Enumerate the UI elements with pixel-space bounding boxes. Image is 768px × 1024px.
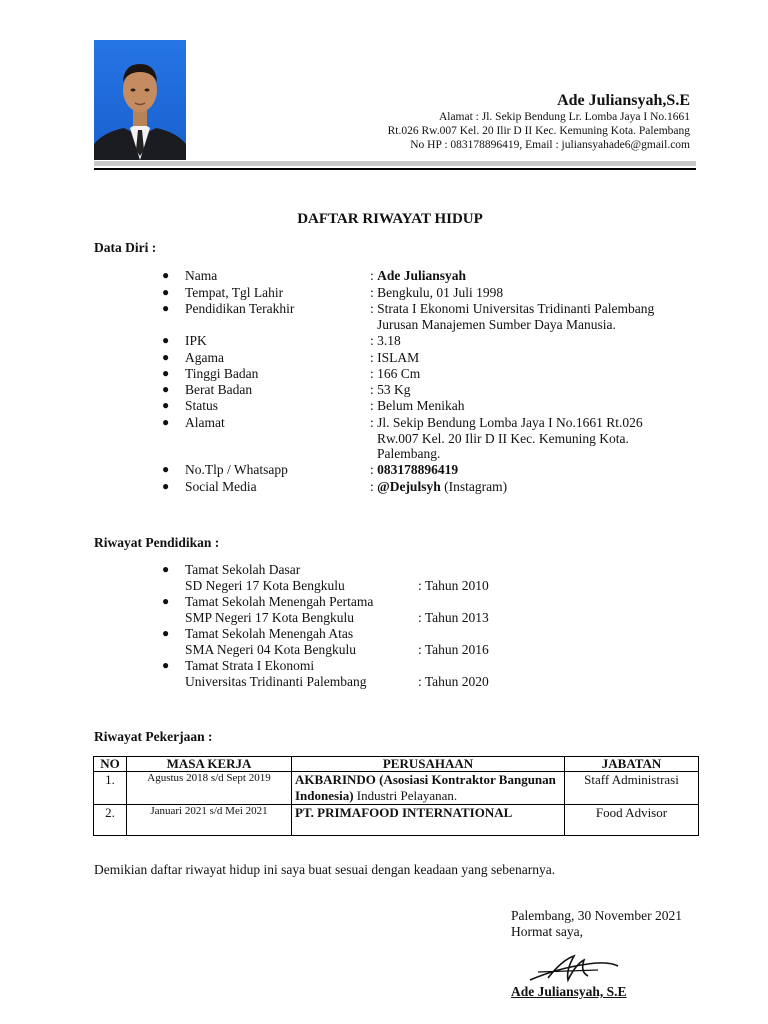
column-header-masa-kerja: MASA KERJA [127, 757, 292, 772]
header-contact: No HP : 083178896419, Email : juliansyahade6@gmail.com [410, 139, 690, 151]
signature-name: Ade Juliansyah, S.E [511, 984, 627, 999]
bullet: ● [162, 333, 170, 347]
edu-level: Tamat Sekolah Menengah Atas [185, 626, 354, 641]
edu-school: Universitas Tridinanti Palembang [185, 674, 367, 689]
edu-year: : Tahun 2010 [418, 578, 489, 593]
document-title: DAFTAR RIWAYAT HIDUP [297, 211, 483, 227]
field-label: IPK [185, 333, 207, 348]
field-value: : Bengkulu, 01 Juli 1998 [370, 285, 504, 300]
edu-level: Tamat Sekolah Menengah Pertama [185, 594, 374, 609]
field-value: : ISLAM [370, 350, 420, 365]
cell-masa: Januari 2021 s/d Mei 2021 [127, 805, 292, 836]
table-row [94, 805, 699, 836]
bullet: ● [162, 479, 170, 493]
bullet: ● [162, 562, 170, 576]
edu-school: SMP Negeri 17 Kota Bengkulu [185, 610, 354, 625]
bullet: ● [162, 626, 170, 640]
bullet: ● [162, 366, 170, 380]
bullet: ● [162, 658, 170, 672]
data-diri-heading: Data Diri : [94, 240, 157, 255]
cell-no: 1. [94, 772, 127, 805]
cell-perusahaan: PT. PRIMAFOOD INTERNATIONAL [292, 805, 565, 836]
bullet: ● [162, 594, 170, 608]
cell-jabatan: Food Advisor [565, 805, 699, 836]
header-rule-gray [94, 161, 696, 166]
job-table [93, 756, 699, 836]
field-label: Pendidikan Terakhir [185, 301, 295, 316]
header-address-line1: Alamat : Jl. Sekip Bendung Lr. Lomba Jaya I No.1661 [438, 111, 690, 123]
bullet: ● [162, 382, 170, 396]
field-label: Social Media [185, 479, 257, 494]
field-value-social: : @Dejulsyh (Instagram) [370, 479, 508, 494]
field-label: Berat Badan [185, 382, 253, 397]
header-rule-black [94, 168, 696, 170]
field-label: Nama [185, 268, 218, 283]
cell-no: 2. [94, 805, 127, 836]
edu-school: SD Negeri 17 Kota Bengkulu [185, 578, 345, 593]
pendidikan-heading: Riwayat Pendidikan : [94, 535, 220, 550]
closing-statement: Demikian daftar riwayat hidup ini saya buat sesuai dengan keadaan yang sebenarnya. [94, 862, 556, 877]
field-value-nama: : Ade Juliansyah [370, 268, 467, 283]
column-header-jabatan: JABATAN [565, 757, 699, 772]
header-name: Ade Juliansyah,S.E [557, 92, 690, 109]
edu-year: : Tahun 2016 [418, 642, 489, 657]
field-value: : 53 Kg [370, 382, 411, 397]
field-value-phone: : 083178896419 [370, 462, 459, 477]
field-value-cont: Rw.007 Kel. 20 Ilir D II Kec. Kemuning Kota. [377, 431, 629, 446]
bullet: ● [162, 285, 170, 299]
edu-level: Tamat Strata I Ekonomi [185, 658, 315, 673]
field-value: : Belum Menikah [370, 398, 465, 413]
field-value: : Strata I Ekonomi Universitas Tridinanti Palembang [370, 301, 655, 316]
field-label: Alamat [185, 415, 225, 430]
field-value: : 3.18 [370, 333, 401, 348]
field-label: Tempat, Tgl Lahir [185, 285, 284, 300]
edu-school: SMA Negeri 04 Kota Bengkulu [185, 642, 356, 657]
bullet: ● [162, 398, 170, 412]
field-label: Status [185, 398, 219, 413]
signature-scribble [528, 950, 620, 986]
bullet: ● [162, 350, 170, 364]
edu-year: : Tahun 2020 [418, 674, 489, 689]
edu-year: : Tahun 2013 [418, 610, 489, 625]
signature-greeting: Hormat saya, [511, 924, 583, 939]
bullet: ● [162, 268, 170, 282]
column-header-no: NO [94, 757, 127, 772]
bullet: ● [162, 301, 170, 315]
cell-perusahaan: AKBARINDO (Asosiasi Kontraktor Bangunan Indonesia) Industri Pelayanan. [292, 772, 565, 805]
header-address-line2: Rt.026 Rw.007 Kel. 20 Ilir D II Kec. Kemuning Kota. Palembang [387, 125, 690, 137]
profile-photo [94, 40, 186, 160]
field-label: Tinggi Badan [185, 366, 259, 381]
cell-masa: Agustus 2018 s/d Sept 2019 [127, 772, 292, 805]
field-label: No.Tlp / Whatsapp [185, 462, 288, 477]
bullet: ● [162, 415, 170, 429]
cell-jabatan: Staff Administrasi [565, 772, 699, 805]
bullet: ● [162, 462, 170, 476]
signature-place-date: Palembang, 30 November 2021 [511, 908, 682, 923]
field-value-cont: Palembang. [377, 446, 441, 461]
column-header-perusahaan: PERUSAHAAN [292, 757, 565, 772]
field-label: Agama [185, 350, 224, 365]
field-value: : Jl. Sekip Bendung Lomba Jaya I No.1661 Rt.026 [370, 415, 643, 430]
field-value: : 166 Cm [370, 366, 421, 381]
field-value-cont: Jurusan Manajemen Sumber Daya Manusia. [377, 317, 616, 332]
edu-level: Tamat Sekolah Dasar [185, 562, 301, 577]
table-header-row [94, 757, 699, 772]
table-row [94, 772, 699, 805]
pekerjaan-heading: Riwayat Pekerjaan : [94, 729, 213, 744]
